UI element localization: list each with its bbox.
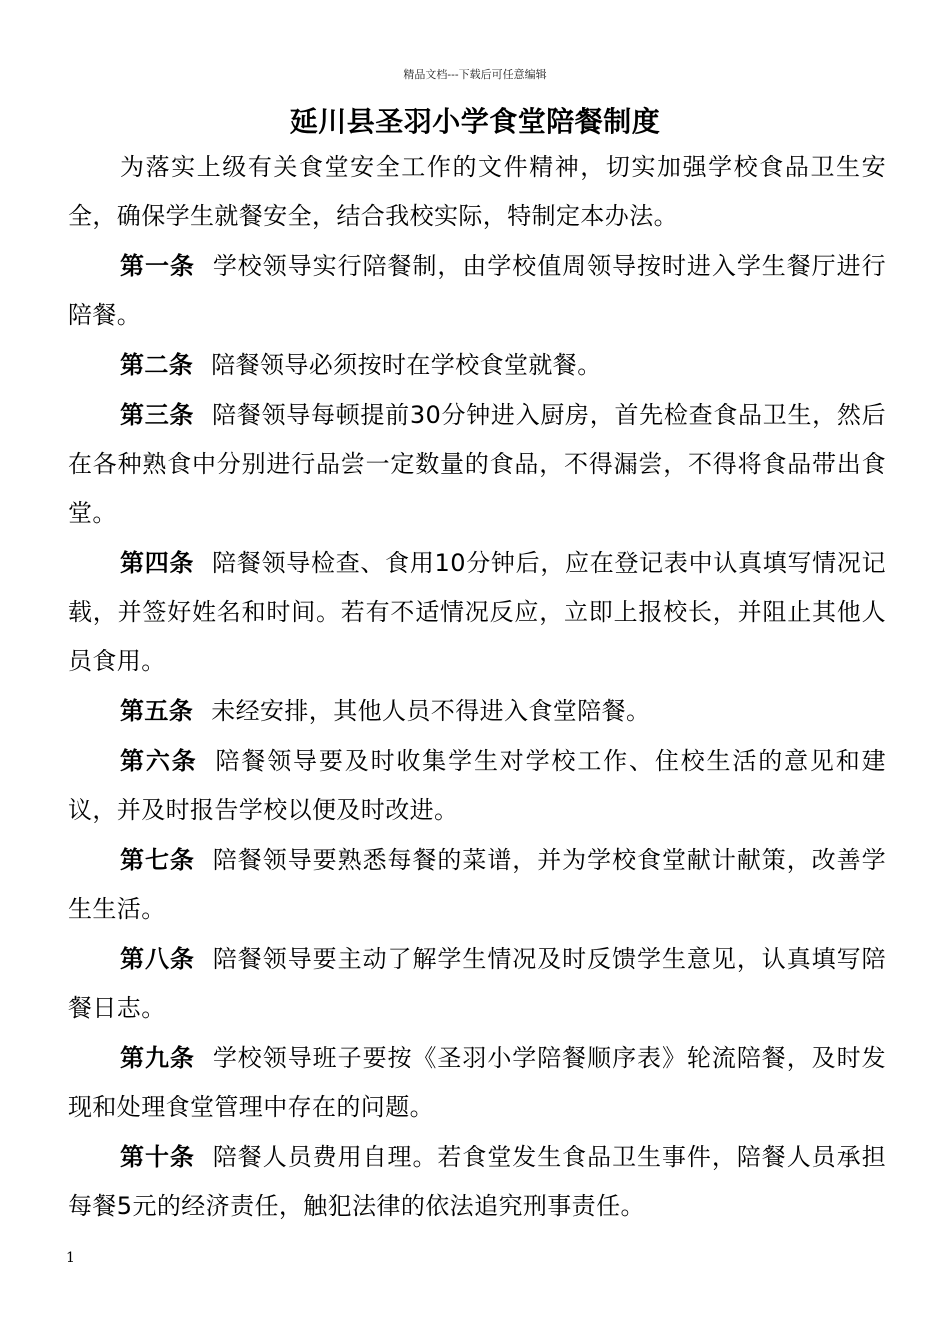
document-body xyxy=(68,143,886,1231)
header-note: 精品文档---下载后可任意编辑 xyxy=(403,68,547,81)
article-label: 第八条 xyxy=(120,945,195,973)
article-5 xyxy=(68,687,886,736)
article-label: 第十条 xyxy=(120,1143,195,1171)
article-text: 陪餐领导必须按时在学校食堂就餐。 xyxy=(211,351,602,379)
article-7 xyxy=(68,836,886,934)
article-label: 第六条 xyxy=(120,747,198,775)
document-title: 延川县圣羽小学食堂陪餐制度 xyxy=(289,105,661,138)
article-1 xyxy=(68,242,886,340)
article-text: 学校领导实行陪餐制，由学校值周领导按时进入学生餐厅进行陪餐。 xyxy=(68,252,886,329)
article-8 xyxy=(68,935,886,1033)
page-number: 1 xyxy=(66,1250,75,1266)
article-label: 第七条 xyxy=(120,846,195,874)
article-text: 学校领导班子要按《圣羽小学陪餐顺序表》轮流陪餐，及时发现和处理食堂管理中存在的问题。 xyxy=(68,1044,886,1121)
article-6 xyxy=(68,737,886,835)
article-text: 未经安排，其他人员不得进入食堂陪餐。 xyxy=(211,697,651,725)
article-9 xyxy=(68,1034,886,1132)
article-text: 陪餐人员费用自理。若食堂发生食品卫生事件，陪餐人员承担每餐5元的经济责任，触犯法律的依法追究刑事责任。 xyxy=(68,1143,886,1220)
article-3 xyxy=(68,391,886,538)
article-4 xyxy=(68,539,886,686)
article-label: 第四条 xyxy=(120,549,195,577)
article-text: 陪餐领导要熟悉每餐的菜谱，并为学校食堂献计献策，改善学生生活。 xyxy=(68,846,886,923)
intro-paragraph: 为落实上级有关食堂安全工作的文件精神，切实加强学校食品卫生安全，确保学生就餐安全，结合我校实际，特制定本办法。 xyxy=(68,153,886,230)
article-10 xyxy=(68,1133,886,1231)
article-label: 第一条 xyxy=(120,252,195,280)
article-text: 陪餐领导要及时收集学生对学校工作、住校生活的意见和建议，并及时报告学校以便及时改进。 xyxy=(68,747,886,824)
article-label: 第三条 xyxy=(120,401,195,429)
article-label: 第五条 xyxy=(120,697,194,725)
article-label: 第二条 xyxy=(120,351,194,379)
article-text: 陪餐领导每顿提前30分钟进入厨房，首先检查食品卫生，然后在各种熟食中分别进行品尝一定数量的食品，不得漏尝，不得将食品带出食堂。 xyxy=(68,401,886,527)
article-text: 陪餐领导检查、食用10分钟后，应在登记表中认真填写情况记载，并签好姓名和时间。若有不适情况反应，立即上报校长，并阻止其他人员食用。 xyxy=(68,549,886,675)
article-label: 第九条 xyxy=(120,1044,195,1072)
article-text: 陪餐领导要主动了解学生情况及时反馈学生意见，认真填写陪餐日志。 xyxy=(68,945,886,1022)
article-2 xyxy=(68,341,886,390)
